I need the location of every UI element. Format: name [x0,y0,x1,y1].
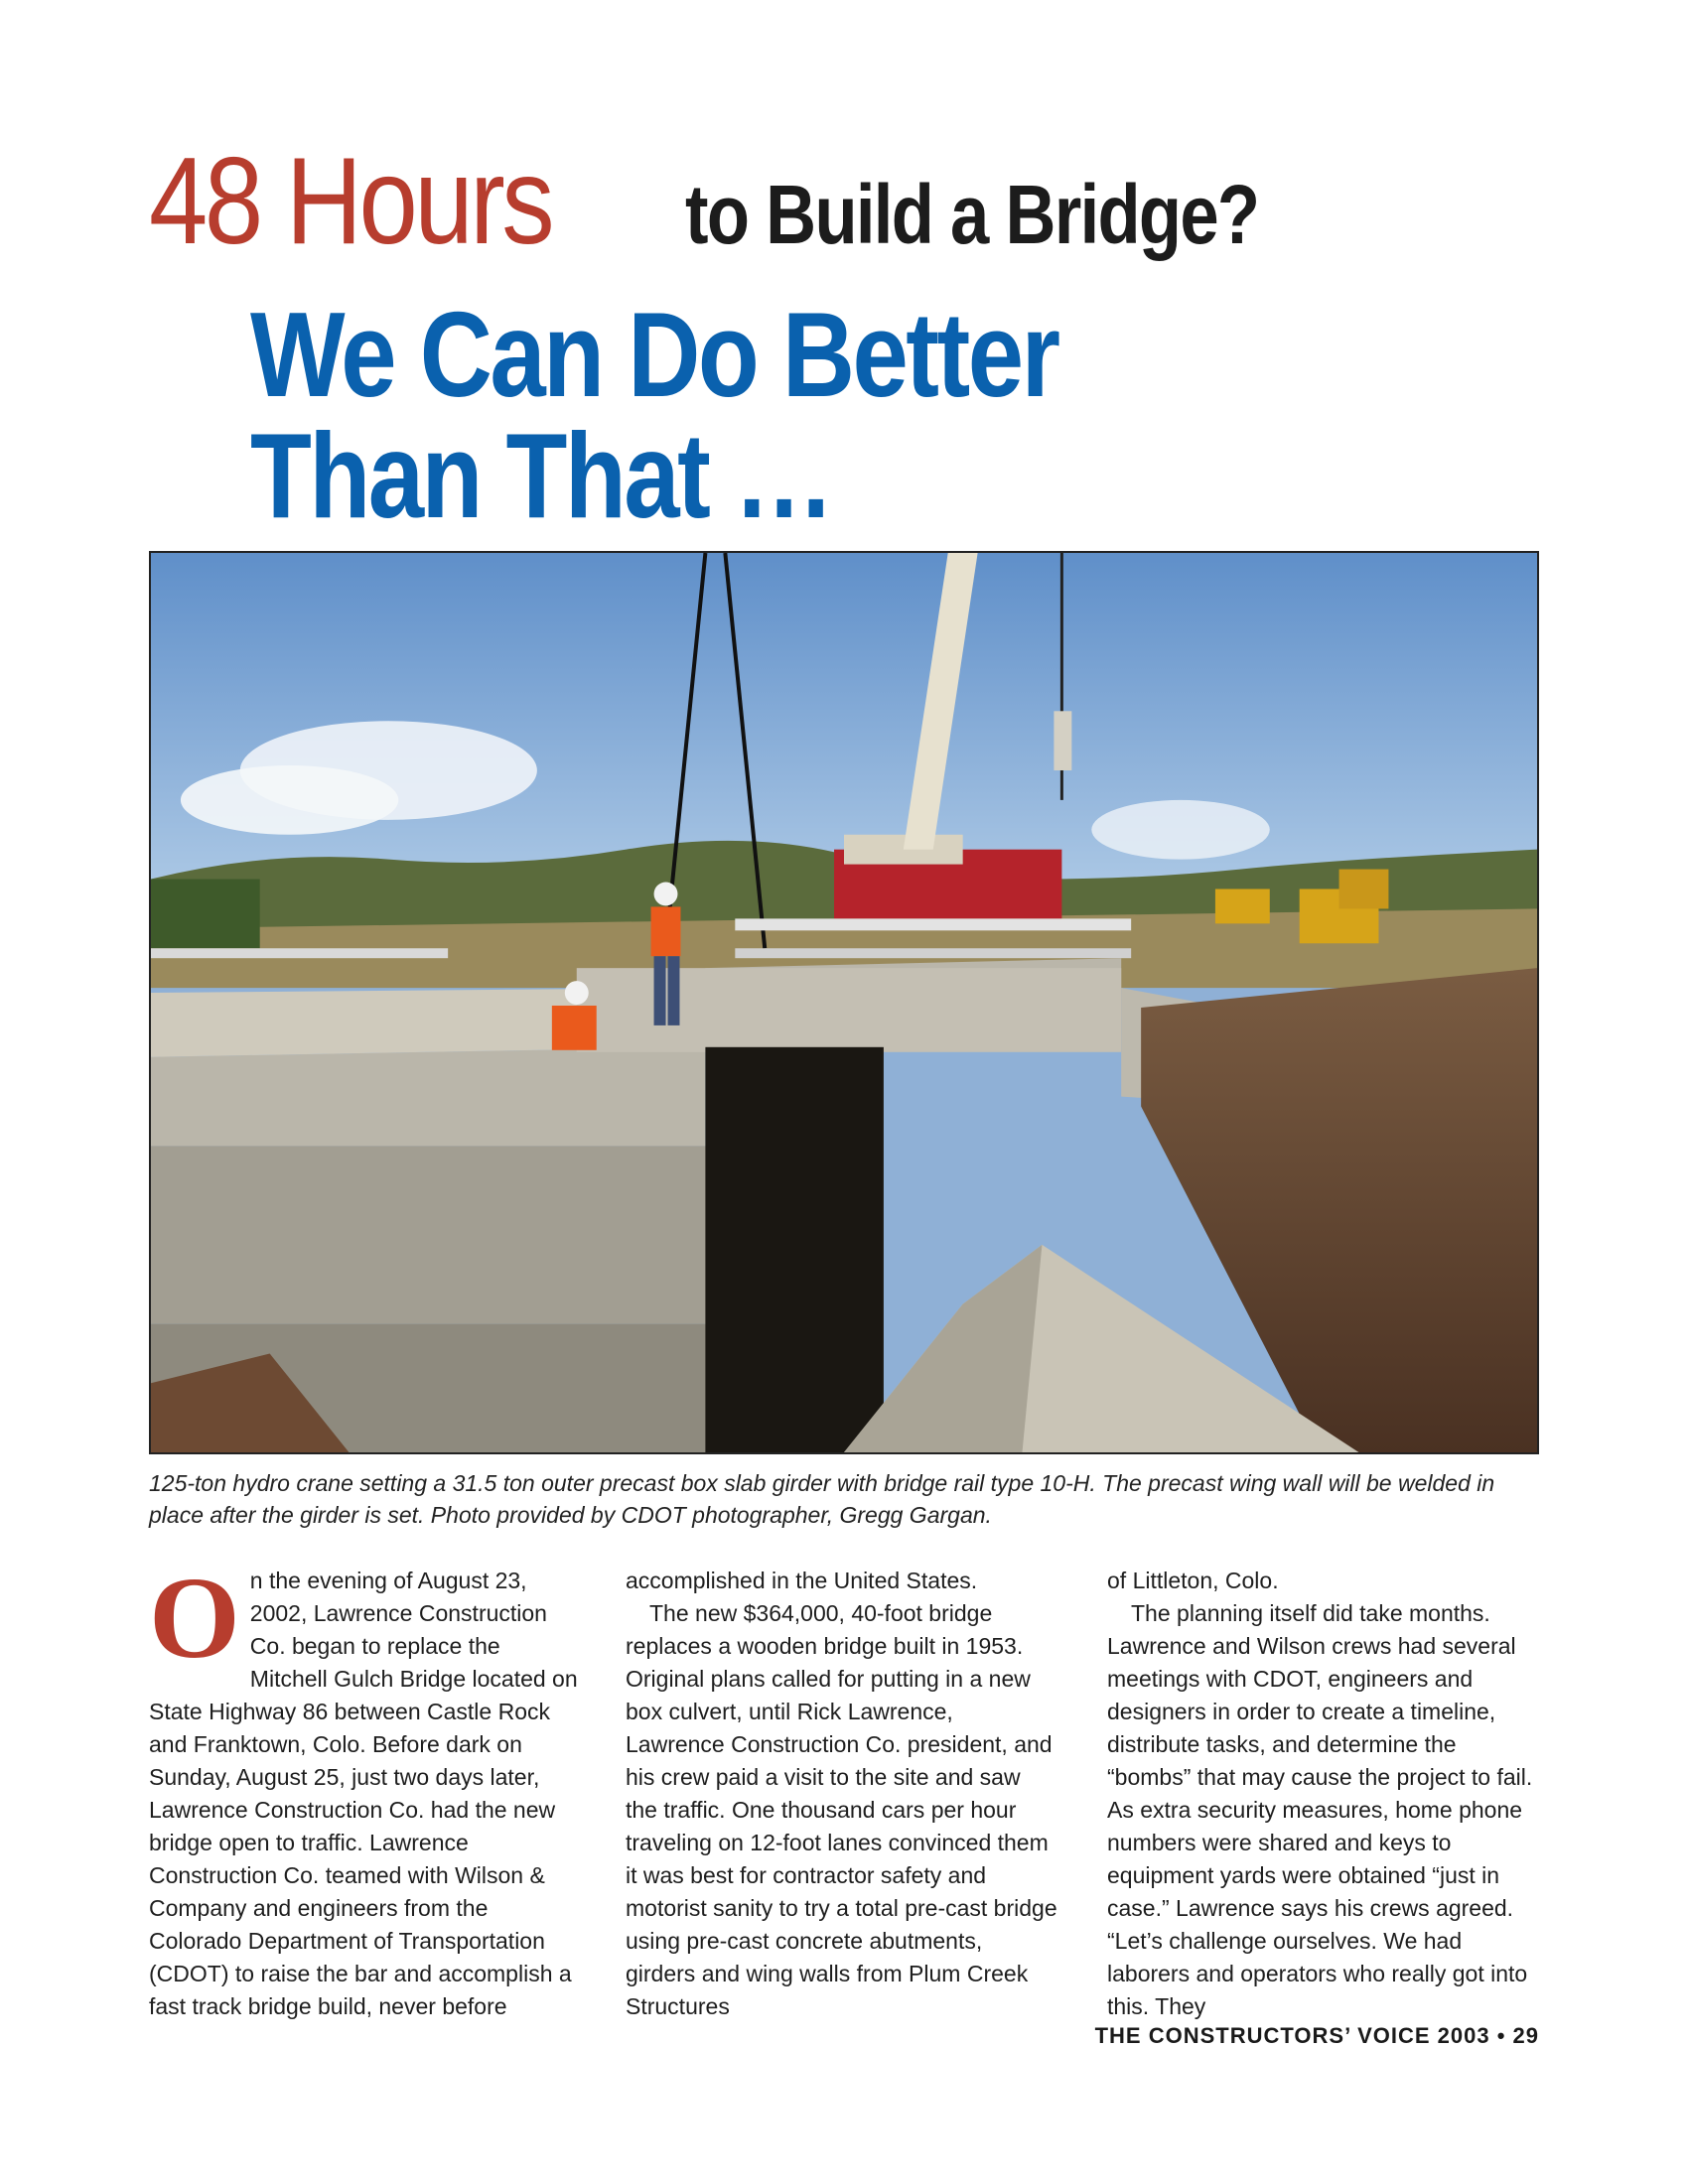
col3-paragraph-1: of Littleton, Colo. [1107,1568,1279,1593]
article-column-1 [149,1553,581,2023]
article-column-2 [626,1565,1057,2023]
cloud [1091,800,1269,860]
headline-black: to Build a Bridge? [685,168,1259,261]
headline-blue-line3: Than That … [250,408,832,543]
headline-red: 48 Hours [149,133,552,270]
headline-line1 [149,127,1259,276]
col2-paragraph-1: accomplished in the United States. [626,1568,978,1593]
photo-illustration [151,553,1537,1452]
col1-paragraph: n the evening of August 23, 2002, Lawrence Construction Co. began to replace the Mitchell Gulch Bridge located on State Highway 86 between Castle Rock and Franktown, Colo. Before dark on Sunday, August 25, just two days later, Lawrence Construction Co. had the new bridge open to traffic. Lawrence Construction Co. teamed with Wilson & Company and engineers from the Colorado Department of Transportation (CDOT) to raise the bar and accomplish a fast track bridge build, never before [149,1568,578,2019]
col2-paragraph-2: The new $364,000, 40-foot bridge replaces a wooden bridge built in 1953. Original plans called for putting in a new box culvert, until Rick Lawrence, Lawrence Construction Co. president, and his crew paid a visit to the site and saw the traffic. One thousand cars per hour traveling on 12-foot lanes convinced them it was best for contractor safety and motorist sanity to try a total pre-cast bridge using pre-cast concrete abutments, girders and wing walls from Plum Creek Structures [626,1600,1057,2019]
bridge-construction-photo [149,551,1539,1454]
photo-caption: 125-ton hydro crane setting a 31.5 ton outer precast box slab girder with bridge rail type 10-H. The precast wing wall will be welded in place after the girder is set. Photo provided by CDOT photographer, Gregg Gargan. [149,1470,1495,1528]
headline-blue-line2: We Can Do Better [250,287,1058,422]
page-footer: THE CONSTRUCTORS’ VOICE 2003 • 29 [1094,2023,1539,2048]
abutment [151,1146,784,1323]
tree-line [151,880,260,949]
cloud [181,765,398,835]
bridge-shadow [705,1047,883,1452]
article-column-3 [1107,1565,1539,2023]
col3-paragraph-2: The planning itself did take months. Lawrence and Wilson crews had several meetings with CDOT, engineers and designers in order to create a timeline, distribute tasks, and determine the “bombs” that may cause the project to fail. As extra security measures, home phone numbers were shared and keys to equipment yards were obtained “just in case.” Lawrence says his crews agreed. “Let’s challenge ourselves. We had laborers and operators who really got into this. They [1107,1600,1533,2019]
sky [151,553,1537,880]
drop-cap: O [149,1553,240,1683]
